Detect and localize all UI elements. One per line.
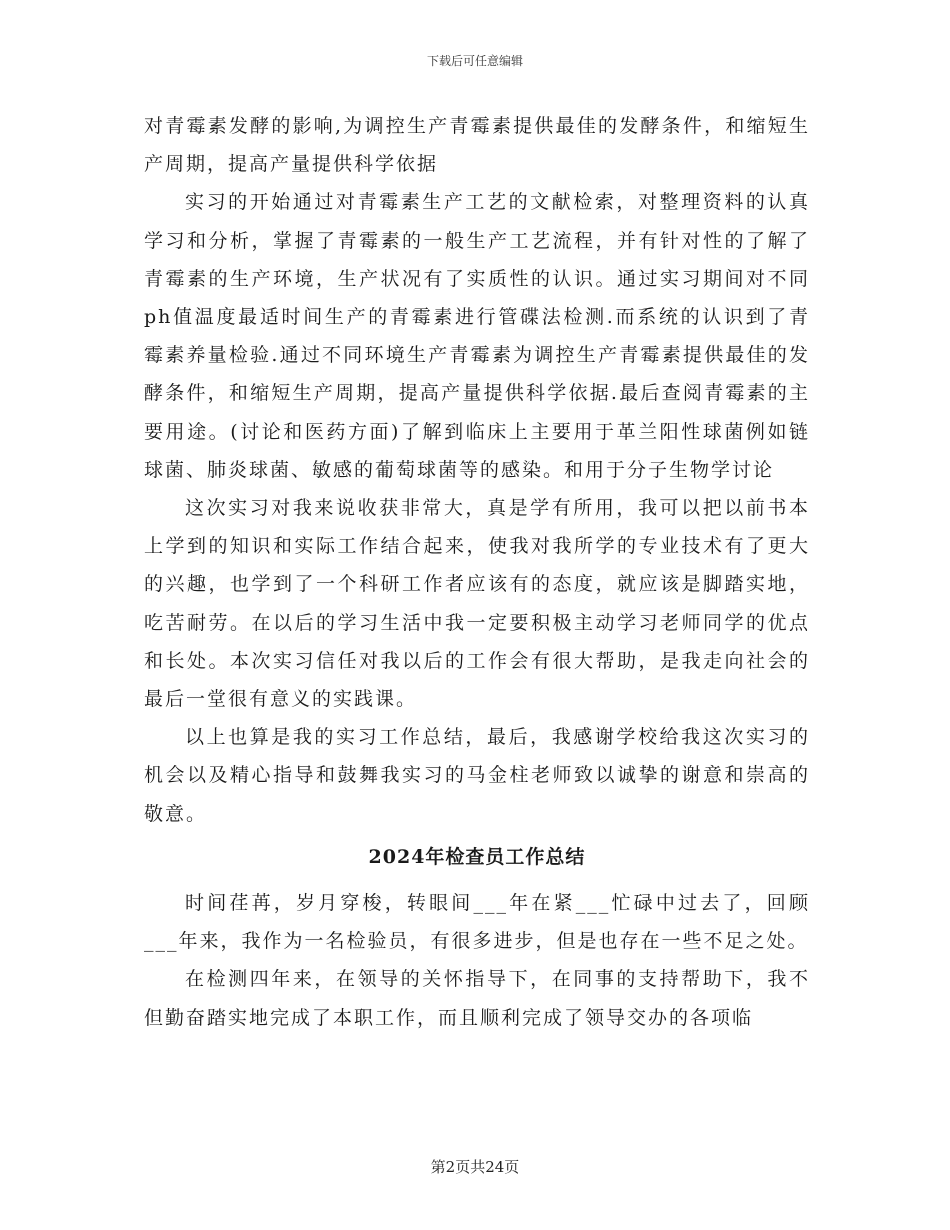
- paragraph-2: 实习的开始通过对青霉素生产工艺的文献检索，对整理资料的认真学习和分析，掌握了青霉素的一般生产工艺流程，并有针对性的了解了青霉素的生产环境，生产状况有了实质性的认识。通过实习期间对不同ph值温度最适时间生产的青霉素进行管碟法检测.而系统的认识到了青霉素养量检验.通过不同环境生产青霉素为调控生产青霉素提供最佳的发酵条件，和缩短生产周期，提高产量提供科学依据.最后查阅青霉素的主要用途。(讨论和医药方面)了解到临床上主要用于革兰阳性球菌例如链球菌、肺炎球菌、敏感的葡萄球菌等的感染。和用于分子生物学讨论: [144, 191, 810, 481]
- paragraph-3: 这次实习对我来说收获非常大，真是学有所用，我可以把以前书本上学到的知识和实际工作结合起来，使我对我所学的专业技术有了更大的兴趣，也学到了一个科研工作者应该有的态度，就应该是脚踏实地，吃苦耐劳。在以后的学习生活中我一定要积极主动学习老师同学的优点和长处。本次实习信任对我以后的工作会有很大帮助，是我走向社会的最后一堂很有意义的实践课。: [144, 497, 810, 711]
- paragraph-6: 在检测四年来，在领导的关怀指导下，在同事的支持帮助下，我不但勤奋踏实地完成了本职工作，而且顺利完成了领导交办的各项临: [144, 968, 810, 1029]
- section-inspector-summary: [144, 884, 810, 1037]
- document-body: [144, 107, 810, 1037]
- section-title: 2024年检查员工作总结: [368, 845, 586, 868]
- paragraph-5: 时间荏苒，岁月穿梭，转眼间___年在紧___忙碌中过去了，回顾___年来，我作为一名检验员，有很多进步，但是也存在一些不足之处。: [144, 892, 810, 953]
- paragraph-4: 以上也算是我的实习工作总结，最后，我感谢学校给我这次实习的机会以及精心指导和鼓舞我实习的马金柱老师致以诚挚的谢意和崇高的敬意。: [144, 726, 810, 825]
- page-header: 下载后可任意编辑: [426, 54, 523, 68]
- page-footer: 第2页共24页: [430, 1158, 520, 1176]
- section-internship-summary: [144, 107, 810, 833]
- paragraph-1: 对青霉素发酵的影响,为调控生产青霉素提供最佳的发酵条件，和缩短生产周期，提高产量提供科学依据: [144, 115, 810, 176]
